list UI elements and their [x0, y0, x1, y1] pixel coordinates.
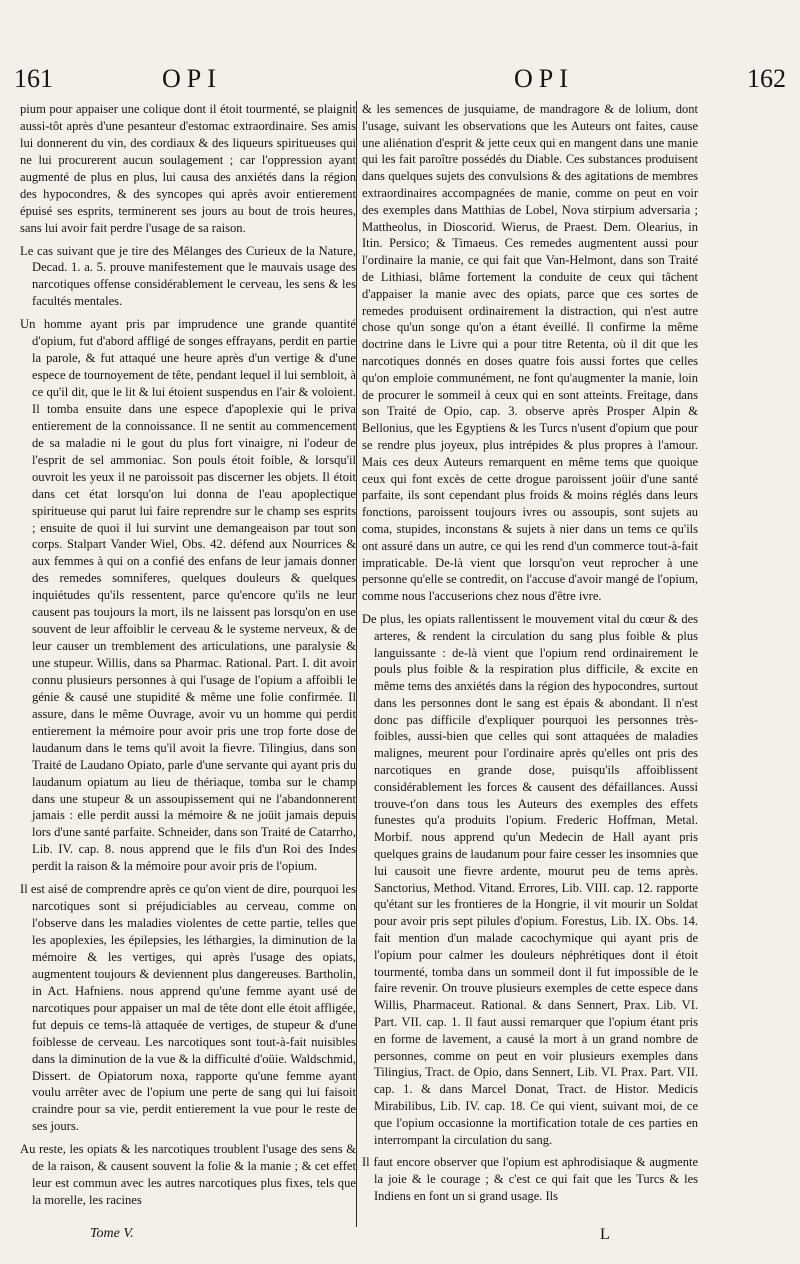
paragraph: Il est aisé de comprendre après ce qu'on vient de dire, pourquoi les narcotiques sont si préjudiciables au cerveau, comme on l'observe dans les maladies violentes de cette partie, telles que les apoplexies, les épilepsies, les léthargies, la diminution de la mémoire & les vertiges, qui après l'usage des opiats, augmentent toujours & deviennent plus dangereuses. Bartholin, in Act. Hafniens. nous apprend qu'une femme ayant usé de narcotiques pour appaiser un mal de tête dont elle étoit affligée, fut depuis ce tems-là attaquée de vertiges, de stupeur & d'une foiblesse de cerveau. Les narcotiques sont tout-à-fait nuisibles dans la diminution de la vue & la difficulté d'oüie. Waldschmid, Dissert. de Opiatorum noxa, rapporte qu'une femme ayant voulu arrêter avec de l'opium une perte de sang qui lui faisoit craindre pour sa vie, perdit entierement la vue pour le reste de ses jours. [20, 882, 356, 1134]
paragraph: Au reste, les opiats & les narcotiques troublent l'usage des sens & de la raison, & causent souvent la folie & la manie ; & cet effet leur est commun avec les autres narcotiques plus fixes, tels que la morelle, les racines [20, 1142, 356, 1208]
left-column [20, 101, 356, 1215]
gathering-signature: L [600, 1226, 610, 1243]
page-number-left: 161 [14, 64, 53, 93]
paragraph: & les semences de jusquiame, de mandragore & de lolium, dont l'usage, suivant les observations que les Auteurs ont faites, cause une aliénation d'esprit & jette ceux qui en mangent dans une manie qui les fait paroître possédés du Diable. Ces substances produisent dans quelques sujets des convulsions & des agitations de membres extraordinaires accompagnées de manie, comme on peut en voir des exemples dans Matthias de Lobel, Nova stirpium adversaria ; Mattheolus, in Dioscorid. Wierus, de Praest. Dem. Olearius, in Itin. Persico; & Timaeus. Ces remedes augmentent aussi pour l'ordinaire la manie, ce qui fait que Van-Helmont, dans son Traité de Lithiasi, blâme fortement la conduite de ceux qui tâchent d'appaiser la manie avec des opiats, parce que ces sortes de remedes produisent ordinairement la distraction, qui n'est autre chose qu'un songe qu'on a étant éveillé. Il confirme la même doctrine dans le Livre qui a pour titre Retenta, où il dit que les narcotiques donnés en doses quatre fois aussi fortes que celles qu'on emploie communément, ne font qu'augmenter la manie, loin de procurer le sommeil à ceux qui en sont atteints. Freitage, dans son Traité de Opio, cap. 3. observe après Prosper Alpin & Bellonius, que les Egyptiens & les Turcs n'usent d'opium que pour se rendre plus joyeux, plus intrépides & plus propres à l'amour. Mais ces deux Auteurs remarquent en même tems que quoique ceux qui font excès de cette drogue paroissent joüir d'une santé parfaite, ils sont cependant plus froids & moins réglés dans leurs fonctions, paroissent toujours ivres ou assoupis, sont sujets au coma, stupides, inconstans & sujets à nier dans un tems ce qu'ils ont assuré dans un autre, ce qui les rend d'un commerce tout-à-fait impraticable. De-là vient que lorsqu'on veut reprocher à une personne qu'elle se contredit, on l'accuse d'avoir mangé de l'opium, comme nous l'accuserions chez nous d'être ivre. [362, 102, 698, 604]
paragraph: pium pour appaiser une colique dont il étoit tourmenté, se plaignit aussi-tôt après d'une pesanteur d'estomac extraordinaire. Ses amis lui donnerent du vin, des cordiaux & des liqueurs spiritueuses qui ne lui procurerent aucun soulagement ; car l'oppression ayant augmenté de plus en plus, lui causa des anxiétés dans la région des hypocondres, & des syncopes qui après avoir entierement épuisé ses esprits, terminerent ses jours au bout de trois heures, sans lui avoir fait perdre l'usage de sa raison. [20, 102, 356, 235]
running-header [14, 62, 786, 98]
paragraph: Il faut encore observer que l'opium est aphrodisiaque & augmente la joie & le courage ; & c'est ce qui fait que les Turcs & les Indiens en font un si grand usage. Ils [362, 1155, 698, 1203]
paragraph: Un homme ayant pris par imprudence une grande quantité d'opium, fut d'abord affligé de songes effrayans, perdit en partie la parole, & fut attaqué une heure après d'un vertige & d'une espece de tournoyement de tête, pendant lequel il lui sembloit, à ce qu'il dit, que le lit & lui étoient suspendus en l'air & voloient. Il tomba ensuite dans une espece d'apoplexie qui le priva entierement de la connoissance. Il ne sentit au commencement de sa maladie ni le gout du plus fort vinaigre, ni l'odeur de l'esprit de sel ammoniac. Son pouls étoit foible, & lorsqu'il ouvroit les yeux il ne paroissoit pas discerner les objets. Il étoit dans cet état lorsqu'on lui donna de l'eau apoplectique spiritueuse qui parut lui faire reprendre sur le champ ses esprits ; ensuite de quoi il lui survint une demangeaison par tout son corps. Stalpart Vander Wiel, Obs. 42. défend aux Nourrices & aux femmes à qui on a confié des enfans de leur jamais donner des remedes somniferes, quelques douleurs & quelques inquiétudes qu'ils ressentent, parce qu'encore qu'ils ne leur causent pas toujours la mort, ils ne laissent pas lorsqu'on en use souvent de leur affoiblir le cerveau & le systeme nerveux, & de leur causer un tremblement des articulations, une paralysie & une stupeur. Willis, dans sa Pharmac. Rational. Part. I. dit avoir connu plusieurs personnes à qui l'usage de l'opium a affoibli le génie & causé une stupidité & même une folie confirmée. Il assure, dans le même Ouvrage, avoir vu un homme qui perdit entierement la mémoire pour avoir pris une trop forte dose de laudanum dans le tems qu'il avoit la fievre. Tilingius, dans son Traité de Laudano Opiato, parle d'une servante qui ayant pris du laudanum opiatum au lieu de thériaque, tomba sur le champ dans une stupeur & un assoupissement qui ne l'abandonnerent jamais : elle perdit aussi la mémoire & ne joüit jamais depuis lors d'une santé parfaite. Schneider, dans son Traité de Catarrho, Lib. IV. cap. 8. nous apprend que le fils d'un Roi des Indes perdit la raison & la mémoire pour avoir pris de l'opium. [20, 317, 356, 874]
paragraph: Le cas suivant que je tire des Mêlanges des Curieux de la Nature, Decad. 1. a. 5. prouve manifestement que le mauvais usage des narcotiques offense considérablement le cerveau, les sens & les facultés mentales. [20, 243, 356, 309]
volume-signature: Tome V. [90, 1226, 134, 1241]
paragraph: De plus, les opiats rallentissent le mouvement vital du cœur & des arteres, & rendent la circulation du sang plus foible & plus languissante : de-là vient que l'opium rend ordinairement le pouls plus foible & la respiration plus difficile, & excite en même tems des anxiétés dans la région des hypocondres, surtout dans les personnes dont le sang est épais & abondant. Il n'est donc pas difficile d'expliquer pourquoi les personnes très-foibles, aussi-bien que celles qui sont attaquées de maladies malignes, meurent pour l'ordinaire après qu'elles ont pris des narcotiques en grande dose, puisqu'ils affoiblissent considérablement les forces & causent des défaillances. Aussi trouve-t'on dans tous les Auteurs des exemples des effets funestes qu'a produits l'opium. Frederic Hoffman, Metal. Morbif. nous apprend qu'un Medecin de Hall ayant pris quelques grains de laudanum pour faire cesser les insomnies que lui causoit une fievre ardente, mourut peu de tems après. Sanctorius, Method. Vitand. Errores, Lib. VIII. cap. 12. rapporte qu'étant sur les frontieres de la Hongrie, il vit mourir un Soldat pour avoir pris sept pilules d'opium. Forestus, Lib. IX. Obs. 14. fait mention d'un malade cacochymique qui ayant pris de l'opium pour calmer les douleurs néphrétiques dont il étoit tourmenté, tomba dans un sommeil dont il fut impossible de le faire revenir. On trouve plusieurs exemples de cette espece dans Willis, Pharmaceut. Rational. & dans Sennert, Prax. Lib. VI. Part. VII. cap. 1. Il faut aussi remarquer que l'opium étant pris en forme de lavement, a causé la mort à un grand nombre de personnes, comme on peut en voir plusieurs exemples dans Tilingius, Tract. de Opio, dans Sennert, Lib. VI. Prax. Part. VII. cap. 1. & dans Marcel Donat, Tract. de Histor. Medicis Mirabilibus, Lib. IV. cap. 18. Ce qui vient, suivant moi, de ce que l'opium occasionne la mortification totale de ces parties en interrompant la circulation du sang. [362, 611, 698, 1147]
running-head-right: OPI [514, 64, 574, 93]
right-column [362, 101, 698, 1211]
running-head-left: OPI [162, 64, 222, 93]
column-divider [356, 101, 357, 1227]
page-number-right: 162 [747, 64, 786, 93]
